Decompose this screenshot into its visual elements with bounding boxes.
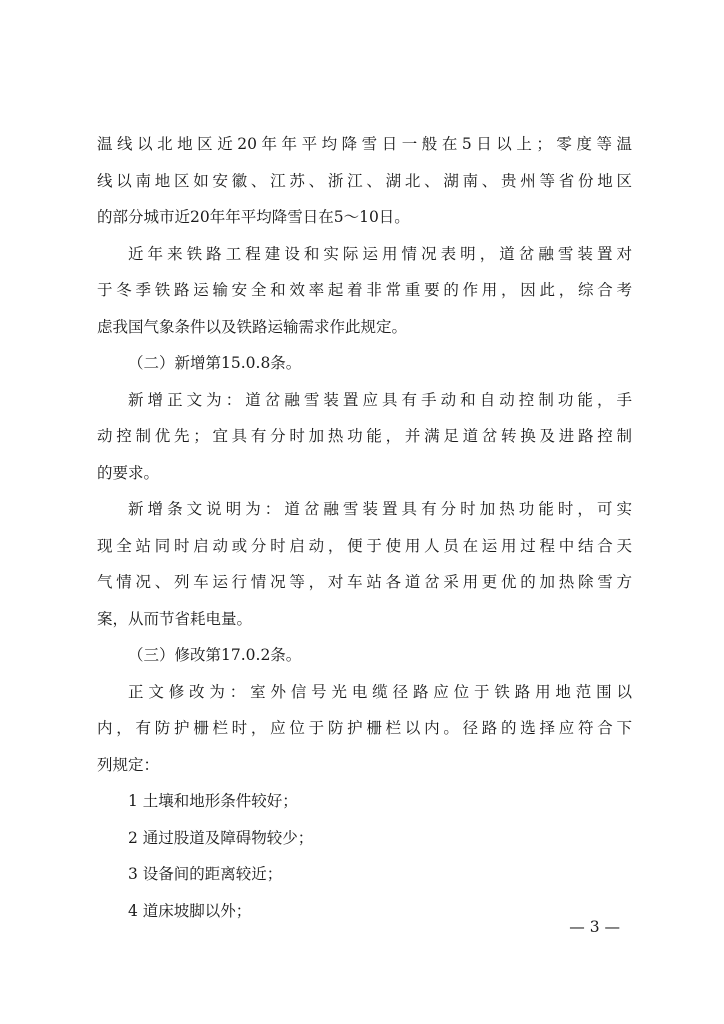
text-line: 虑我国气象条件以及铁路运输需求作此规定。 [97, 317, 408, 336]
section-heading: （三）修改第17.0.2条。 [128, 646, 302, 664]
text-line: 新增正文为：道岔融雪装置应具有手动和自动控制功能，手 [128, 390, 632, 409]
text-line: 温线以北地区近20年年平均降雪日一般在5日以上；零度等温 [97, 135, 632, 153]
text-line: 气情况、列车运行情况等，对车站各道岔采用更优的加热除雪方 [97, 573, 632, 591]
text-line: 近年来铁路工程建设和实际运用情况表明，道岔融雪装置对 [128, 244, 632, 263]
list-item: 1 土壤和地形条件较好； [128, 792, 298, 810]
text-line: 列规定： [97, 755, 160, 774]
text-line: 线以南地区如安徽、江苏、浙江、湖北、湖南、贵州等省份地区 [97, 171, 632, 190]
text-line: 动控制优先；宜具有分时加热功能，并满足道岔转换及进路控制 [97, 427, 632, 445]
list-item: 4 道床坡脚以外； [128, 901, 252, 920]
list-item: 2 通过股道及障碍物较少； [128, 828, 314, 847]
page-number: — 3 — [569, 918, 620, 936]
text-line: 于冬季铁路运输安全和效率起着非常重要的作用，因此，综合考 [97, 281, 632, 299]
text-line: 的要求。 [97, 463, 160, 482]
text-line: 的部分城市近20年年平均降雪日在5～10日。 [97, 208, 410, 226]
text-line: 案，从而节省耗电量。 [97, 609, 253, 628]
text-line: 内，有防护栅栏时，应位于防护栅栏以内。径路的选择应符合下 [97, 719, 632, 737]
list-item: 3 设备间的距离较近； [128, 865, 283, 883]
body-text [97, 126, 632, 929]
text-line: 正文修改为：室外信号光电缆径路应位于铁路用地范围以 [128, 682, 632, 701]
text-line: 新增条文说明为：道岔融雪装置具有分时加热功能时，可实 [128, 500, 632, 518]
section-heading: （二）新增第15.0.8条。 [128, 354, 302, 372]
text-line: 现全站同时启动或分时启动，便于使用人员在运用过程中结合天 [97, 536, 632, 555]
